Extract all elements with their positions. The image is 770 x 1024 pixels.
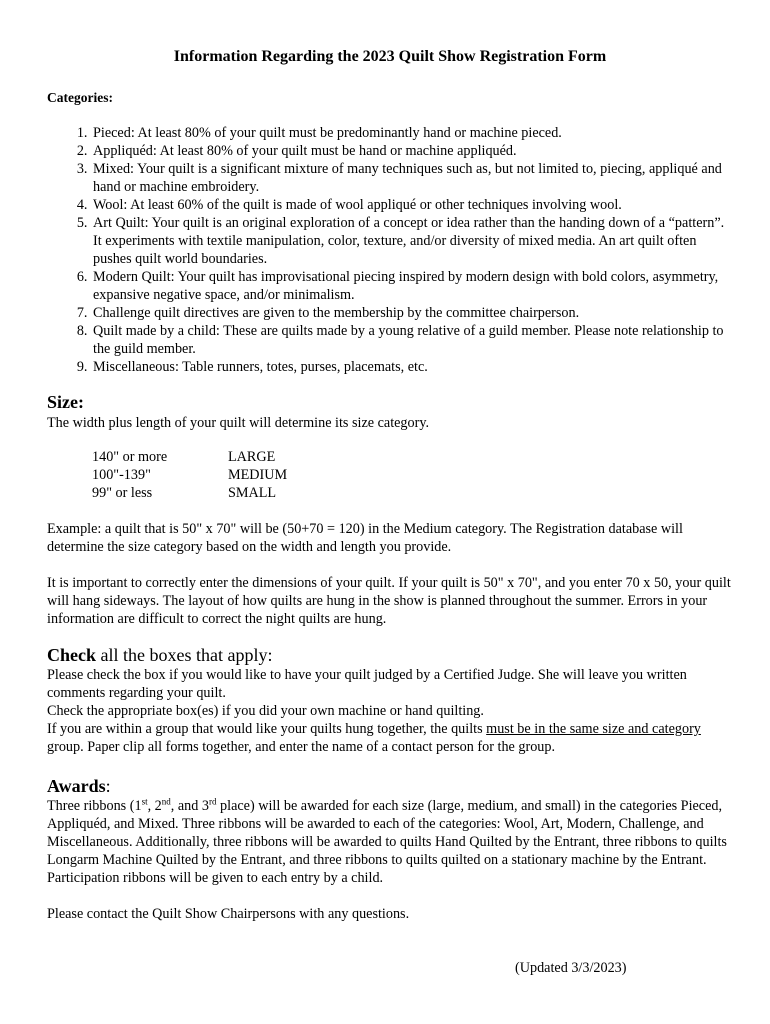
check-instructions xyxy=(47,666,737,756)
check-line-judged: Please check the box if you would like to have your quilt judged by a Certified Judge. She will leave you written comments regarding your quilt. xyxy=(47,667,687,701)
list-item: 1. Pieced: At least 80% of your quilt must be predominantly hand or machine pieced. xyxy=(91,124,731,142)
size-range: 140" or more xyxy=(92,449,168,465)
awards-paragraph: Three ribbons (1st, 2nd, and 3rd place) will be awarded for each size (large, medium, and small) in the categories Pieced, Appliquéd, and Mixed. Three ribbons will be awarded to each of the categories: Wool, Art, Modern, Challenge, and Miscellaneous. Additionally, three ribbons will be awarded to quilts Hand Quilted by the Entrant, three ribbons to quilts Longarm Machine Quilted by the Entrant, and three ribbons to quilts quilted on a stationary machine by the Entrant. Participation ribbons will be given to each entry by a child. xyxy=(47,796,727,886)
awards-heading: Awards: xyxy=(47,776,111,796)
list-item: 3. Mixed: Your quilt is a significant mixture of many techniques such as, but not limited to, piecing, appliqué and hand or machine embroidery. xyxy=(91,160,731,196)
list-item: 6. Modern Quilt: Your quilt has improvisational piecing inspired by modern design with bold colors, asymmetry, expansive negative space, and/or minimalism. xyxy=(91,268,731,304)
size-example: Example: a quilt that is 50" x 70" will be (50+70 = 120) in the Medium category. The Registration database will determine the size category based on the width and length you provide. xyxy=(47,521,683,555)
underlined-text: must be in the same size and category xyxy=(486,721,701,737)
size-range: 99" or less xyxy=(92,485,153,501)
size-row xyxy=(92,484,287,502)
list-item: 7. Challenge quilt directives are given to the membership by the committee chairperson. xyxy=(91,304,731,322)
size-table xyxy=(92,448,287,502)
categories-list xyxy=(47,124,731,376)
contact-note: Please contact the Quilt Show Chairpersons with any questions. xyxy=(47,906,410,922)
size-label: LARGE xyxy=(228,449,276,465)
list-item: 8. Quilt made by a child: These are quilts made by a young relative of a guild member. Please note relationship to the guild member. xyxy=(91,322,731,358)
list-item: 5. Art Quilt: Your quilt is an original exploration of a concept or idea rather than the handing down of a “pattern”. It experiments with textile manipulation, color, texture, and/or diversity of mixed media. An art quilt often pushes quilt world boundaries. xyxy=(91,214,731,268)
size-important-note: It is important to correctly enter the dimensions of your quilt. If your quilt is 50" x 70", and you enter 70 x 50, your quilt will hang sideways. The layout of how quilts are hung in the show is planned throughout the summer. Errors in your information are difficult to correct the night quilts are hung. xyxy=(47,575,731,627)
list-item: 2. Appliquéd: At least 80% of your quilt must be hand or machine appliquéd. xyxy=(91,142,731,160)
size-row xyxy=(92,466,287,484)
size-range: 100"-139" xyxy=(92,467,151,483)
list-item: 9. Miscellaneous: Table runners, totes, purses, placemats, etc. xyxy=(91,358,731,376)
page-title: Information Regarding the 2023 Quilt Show Registration Form xyxy=(173,48,607,65)
check-heading: Check all the boxes that apply: xyxy=(47,645,273,665)
size-heading: Size: xyxy=(47,392,84,412)
size-row xyxy=(92,448,287,466)
size-label: SMALL xyxy=(228,485,277,501)
updated-date: (Updated 3/3/2023) xyxy=(515,960,627,976)
check-line-quilting: Check the appropriate box(es) if you did your own machine or hand quilting. xyxy=(47,703,484,719)
size-intro: The width plus length of your quilt will determine its size category. xyxy=(47,415,430,431)
list-item: 4. Wool: At least 60% of the quilt is made of wool appliqué or other techniques involving wool. xyxy=(91,196,731,214)
categories-heading: Categories: xyxy=(47,90,113,105)
size-label: MEDIUM xyxy=(228,467,288,483)
check-line-group: If you are within a group that would like your quilts hung together, the quilts must be in the same size and category group. Paper clip all forms together, and enter the name of a contact person for the group. xyxy=(47,721,701,755)
